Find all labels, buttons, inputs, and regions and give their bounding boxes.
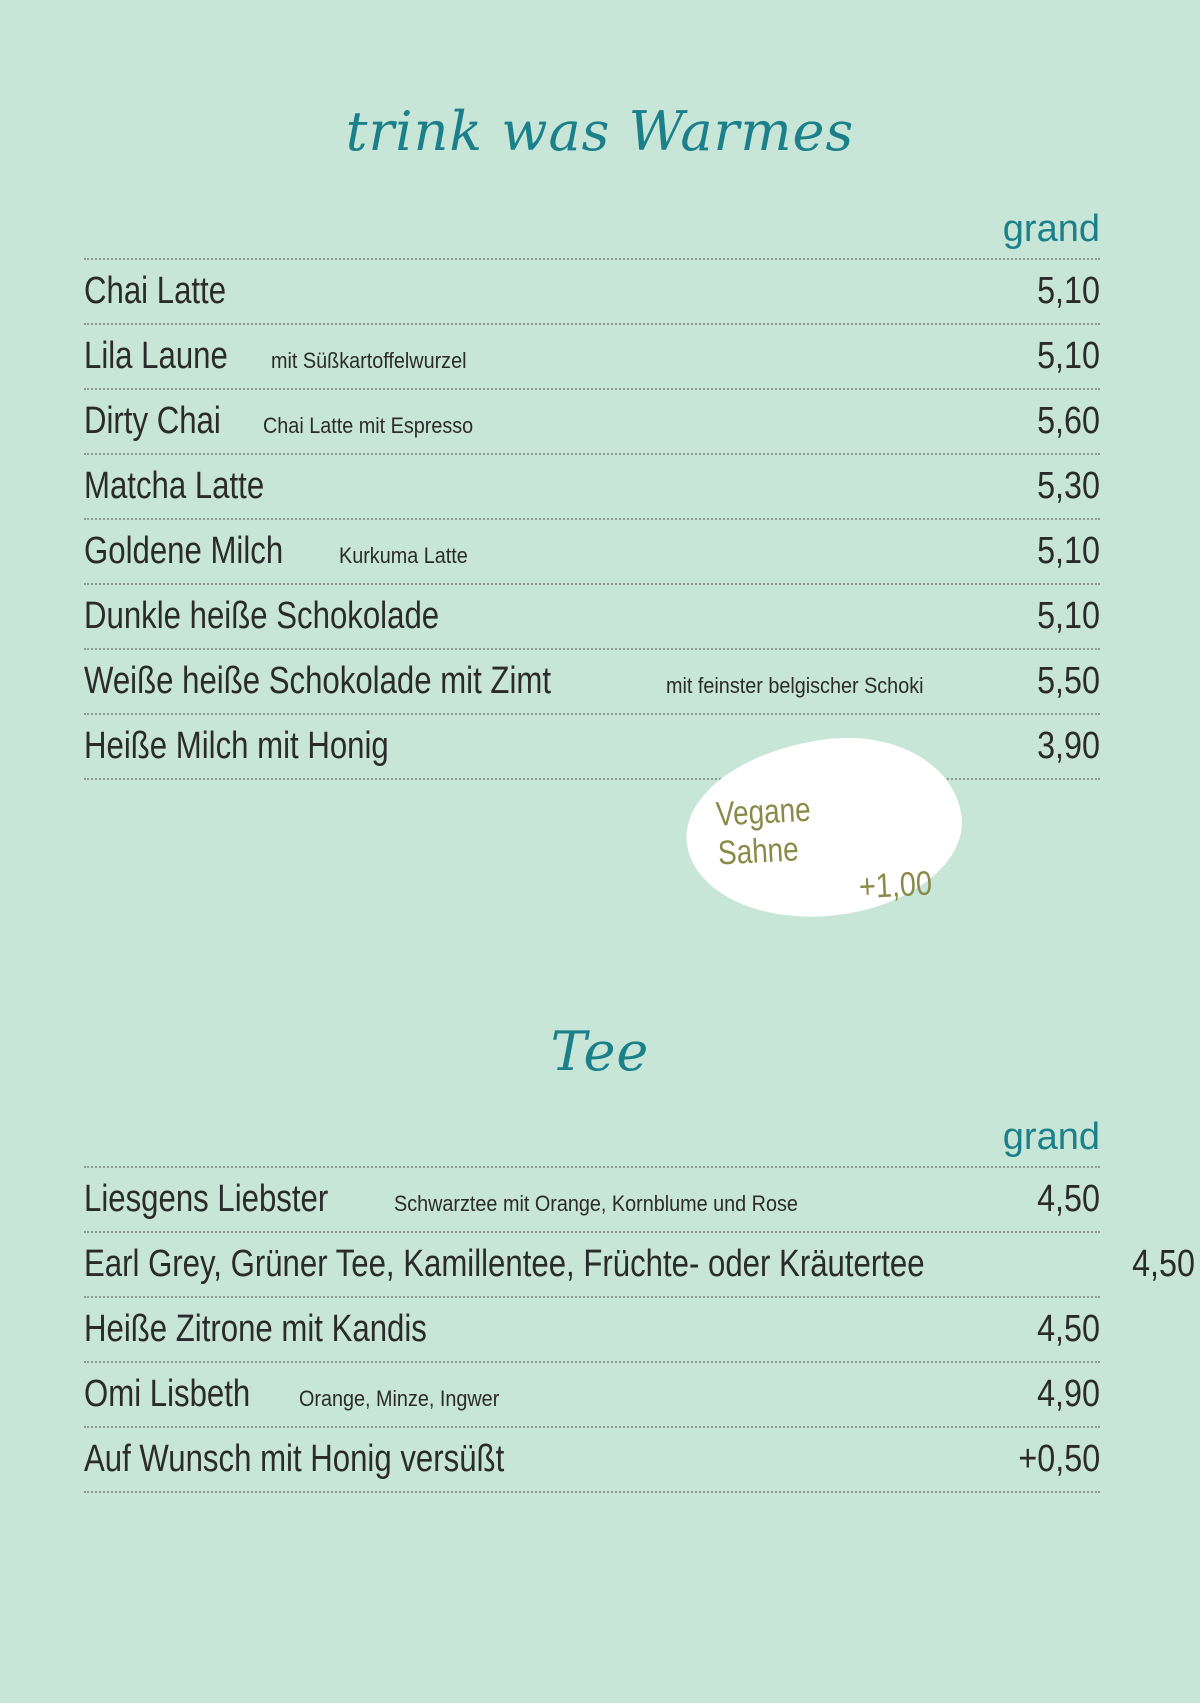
menu-item: [84, 323, 1100, 388]
item-name: Heiße Zitrone mit Kandis: [84, 1308, 427, 1350]
menu-item: [84, 713, 1100, 780]
tea-size-label: grand: [1002, 1116, 1100, 1158]
item-name: Auf Wunsch mit Honig versüßt: [84, 1438, 505, 1480]
item-price: 4,90: [1037, 1373, 1100, 1415]
item-price: 5,10: [1037, 530, 1100, 572]
item-price: 5,10: [1037, 595, 1100, 637]
item-name: Weiße heiße Schokolade mit Zimt: [84, 660, 551, 702]
item-description: Chai Latte mit Espresso: [262, 413, 474, 438]
item-description: Schwarztee mit Orange, Kornblume und Rose: [393, 1191, 798, 1216]
warm-section-title: trink was Warmes: [345, 100, 855, 163]
item-price: 4,50: [1037, 1308, 1100, 1350]
menu-item: [84, 1166, 1100, 1231]
item-price: 4,50: [1037, 1178, 1100, 1220]
item-price: 5,60: [1037, 400, 1100, 442]
menu-item: [84, 518, 1100, 583]
menu-item: [84, 1231, 1196, 1296]
item-name: Omi Lisbeth: [84, 1373, 251, 1415]
menu-item: [84, 1296, 1100, 1361]
warm-size-label: grand: [1002, 208, 1100, 250]
item-price: 5,10: [1037, 335, 1100, 377]
vegan-cream-note: [715, 785, 933, 915]
item-name: Liesgens Liebster: [84, 1178, 329, 1220]
item-price: 5,50: [1037, 660, 1100, 702]
item-description: Kurkuma Latte: [338, 543, 468, 568]
item-description: Orange, Minze, Ingwer: [298, 1386, 500, 1411]
item-name: Dirty Chai: [84, 400, 221, 442]
menu-item: [84, 453, 1100, 518]
item-name: Goldene Milch: [84, 530, 284, 572]
item-description: mit Süßkartoffelwurzel: [271, 348, 467, 373]
item-price: 5,30: [1037, 465, 1100, 507]
item-name: Chai Latte: [84, 270, 227, 312]
vegan-cream-label: Vegane Sahne: [715, 790, 812, 873]
menu-item: [84, 1361, 1100, 1426]
menu-item: [84, 258, 1100, 323]
menu-item: [84, 1426, 1100, 1493]
item-price: 3,90: [1037, 725, 1100, 767]
tea-menu-list: [84, 1166, 1196, 1493]
item-price: +0,50: [1018, 1438, 1100, 1480]
item-price: 5,10: [1037, 270, 1100, 312]
item-price: 4,50: [1132, 1243, 1196, 1285]
item-description: mit feinster belgischer Schoki: [665, 673, 924, 698]
item-name: Lila Laune: [84, 335, 228, 377]
warm-menu-list: [84, 258, 1100, 780]
menu-item: [84, 583, 1100, 648]
menu-item: [84, 648, 1100, 713]
tea-section-title: Tee: [550, 1020, 650, 1083]
menu-item: [84, 388, 1100, 453]
item-name: Matcha Latte: [84, 465, 265, 507]
item-name: Heiße Milch mit Honig: [84, 725, 389, 767]
vegan-cream-price: +1,00: [857, 864, 933, 907]
item-name: Earl Grey, Grüner Tee, Kamillentee, Früchte- oder Kräutertee: [84, 1243, 925, 1285]
item-name: Dunkle heiße Schokolade: [84, 595, 440, 637]
